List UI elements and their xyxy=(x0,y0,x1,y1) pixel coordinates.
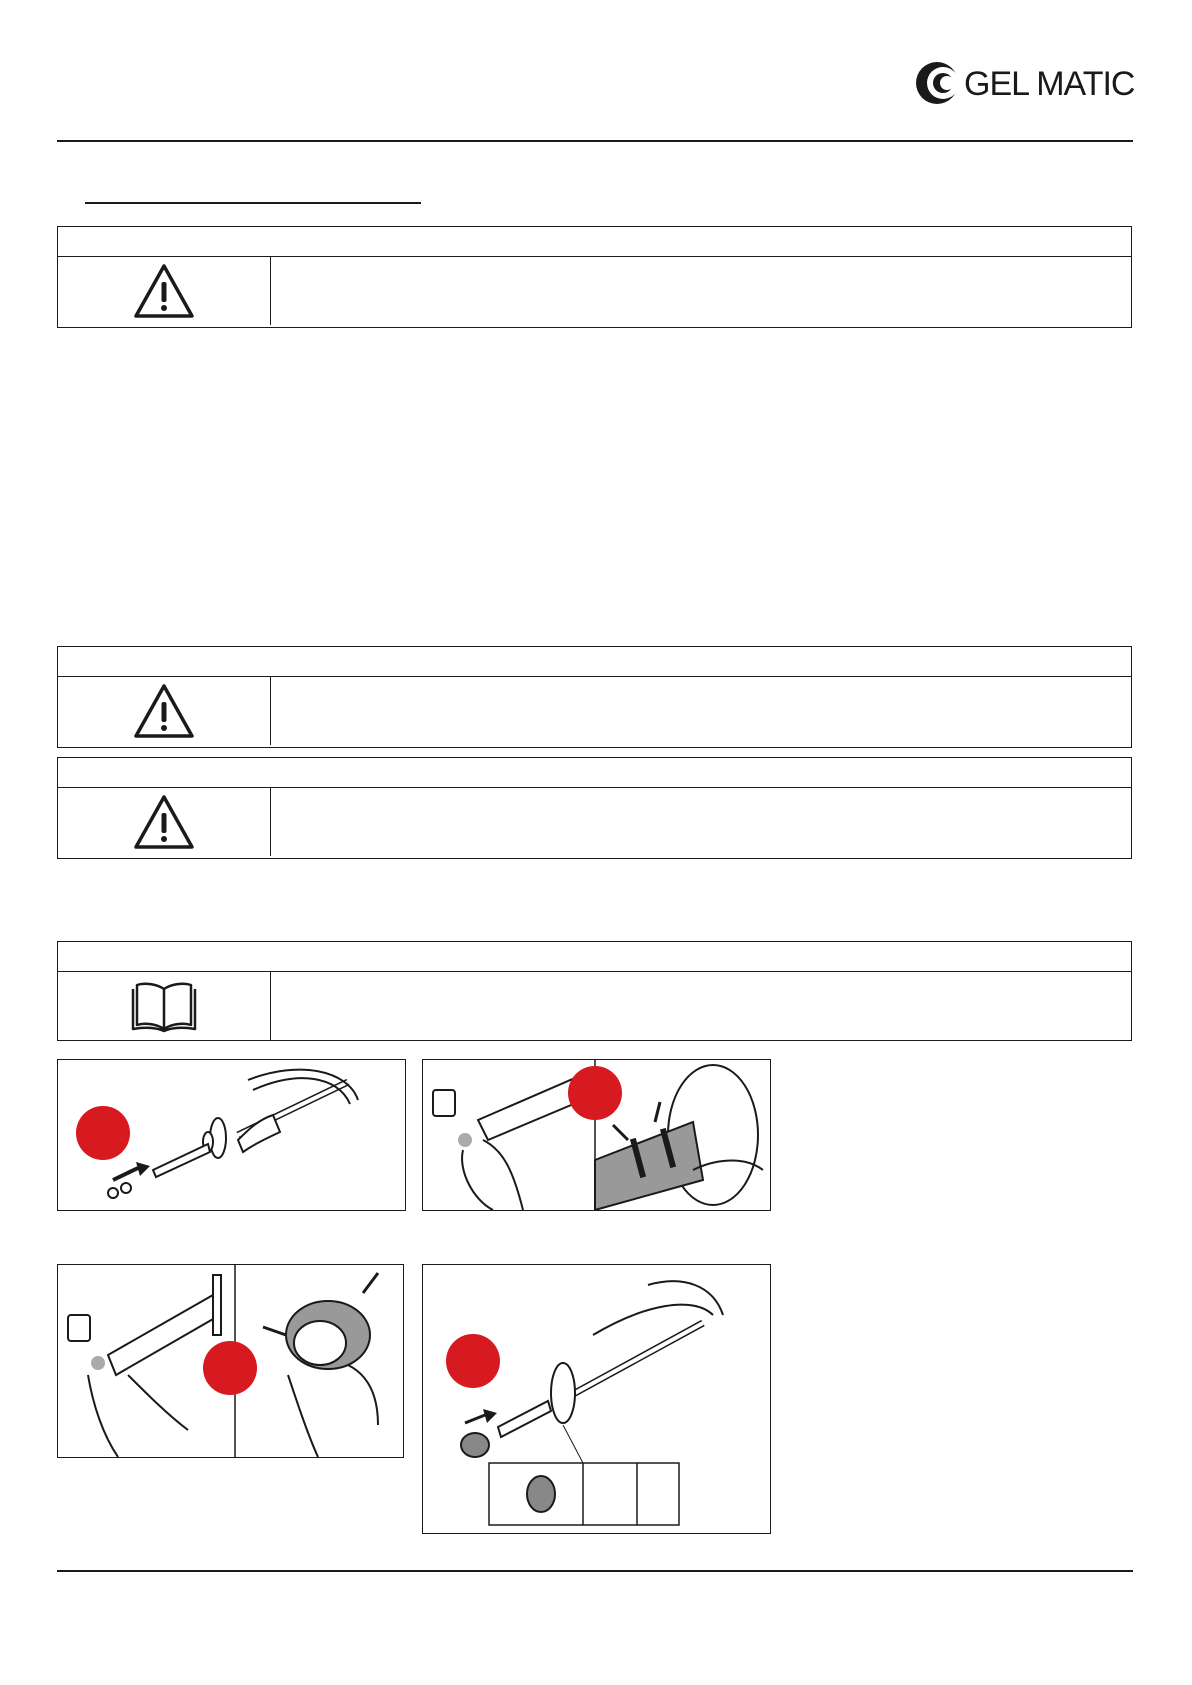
step-marker-1 xyxy=(76,1106,130,1160)
notice-icon-cell xyxy=(58,677,271,745)
open-book-icon xyxy=(131,979,197,1033)
section-title xyxy=(85,178,421,204)
notice-text xyxy=(271,677,1131,745)
lubrication-illustration xyxy=(423,1060,770,1210)
manual-notice xyxy=(57,941,1132,1041)
figure-4-fit-seal xyxy=(422,1264,771,1534)
beater-shaft-illustration xyxy=(58,1060,405,1210)
notice-header xyxy=(58,942,1131,972)
notice-header xyxy=(58,758,1131,788)
footer-text xyxy=(57,1580,1132,1600)
seal-fitting-illustration xyxy=(423,1265,770,1533)
notice-header xyxy=(58,227,1131,257)
warning-notice-3 xyxy=(57,757,1132,859)
step-marker-2 xyxy=(568,1066,622,1120)
notice-text xyxy=(271,972,1131,1040)
warning-triangle-icon xyxy=(132,682,196,740)
seal-lubrication-illustration xyxy=(58,1265,403,1457)
notice-header xyxy=(58,647,1131,677)
brand-logo xyxy=(912,58,1136,108)
warning-notice-2 xyxy=(57,646,1132,748)
body-text xyxy=(57,350,1132,620)
step-marker-3 xyxy=(203,1341,257,1395)
step-marker-4 xyxy=(446,1334,500,1388)
gelmatic-logo-icon xyxy=(912,58,1136,108)
figure-2-lubricate-orings xyxy=(422,1059,771,1211)
footer-rule xyxy=(57,1570,1133,1572)
header-rule xyxy=(57,140,1133,142)
figure-3-lubricate-seal xyxy=(57,1264,404,1458)
notice-icon-cell xyxy=(58,972,271,1040)
logo-lettering: GEL MATIC xyxy=(964,65,1135,103)
warning-triangle-icon xyxy=(132,262,196,320)
notice-text xyxy=(271,788,1131,856)
notice-text xyxy=(271,257,1131,325)
warning-triangle-icon xyxy=(132,793,196,851)
notice-icon-cell xyxy=(58,257,271,325)
figure-1-shaft-orings xyxy=(57,1059,406,1211)
notice-icon-cell xyxy=(58,788,271,856)
warning-notice-1 xyxy=(57,226,1132,328)
